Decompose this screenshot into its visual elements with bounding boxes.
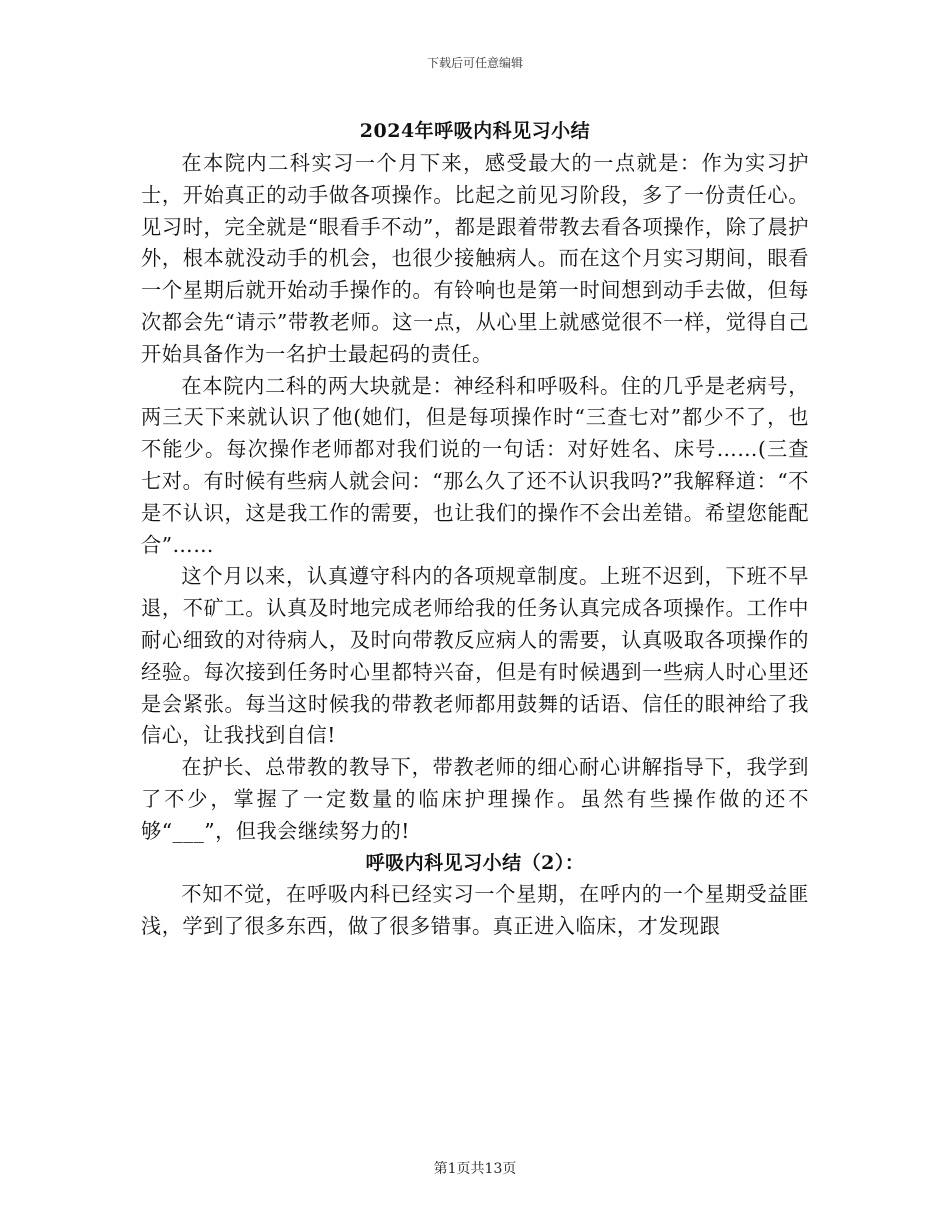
paragraph: 这个月以来，认真遵守科内的各项规章制度。上班不迟到，下班不早退，不矿工。认真及时地完成老师给我的任务认真完成各项操作。工作中耐心细致的对待病人，及时向带教反应病人的需要，认真吸取各项操作的经验。每次接到任务时心里都特兴奋，但是有时候遇到一些病人时心里还是会紧张。每当这时候我的带教老师都用鼓舞的话语、信任的眼神给了我信心，让我找到自信! — [141, 564, 809, 748]
section-title: 呼吸内科见习小结（2）： — [365, 851, 585, 874]
paragraph: 在本院内二科的两大块就是：神经科和呼吸科。住的几乎是老病号，两三天下来就认识了他(她们，但是每项操作时“三查七对”都少不了，也不能少。每次操作老师都对我们说的一句话：对好姓名、床号……(三查七对。有时候有些病人就会问：“那么久了还不认识我吗?”我解释道：“不是不认识，这是我工作的需要，也让我们的操作不会出差错。希望您能配合”…… — [141, 373, 809, 557]
document-body — [141, 148, 809, 943]
page-footer: 第1页共13页 — [433, 1161, 517, 1177]
paragraph: 在护长、总带教的教导下，带教老师的细心耐心讲解指导下，我学到了不少，掌握了一定数量的临床护理操作。虽然有些操作做的还不够“___”，但我会继续努力的! — [141, 755, 809, 843]
document-title: 2024年呼吸内科见习小结 — [359, 120, 591, 142]
paragraph: 不知不觉，在呼吸内科已经实习一个星期，在呼内的一个星期受益匪浅，学到了很多东西，做了很多错事。真正进入临床，才发现跟 — [141, 882, 809, 939]
paragraph: 在本院内二科实习一个月下来，感受最大的一点就是：作为实习护士，开始真正的动手做各项操作。比起之前见习阶段，多了一份责任心。见习时，完全就是“眼看手不动”，都是跟着带教去看各项操作，除了晨护外，根本就没动手的机会，也很少接触病人。而在这个月实习期间，眼看一个星期后就开始动手操作的。有铃响也是第一时间想到动手去做，但每次都会先“请示”带教老师。这一点，从心里上就感觉很不一样，觉得自己开始具备作为一名护士最起码的责任。 — [141, 151, 809, 366]
header-note: 下载后可任意编辑 — [426, 56, 523, 70]
